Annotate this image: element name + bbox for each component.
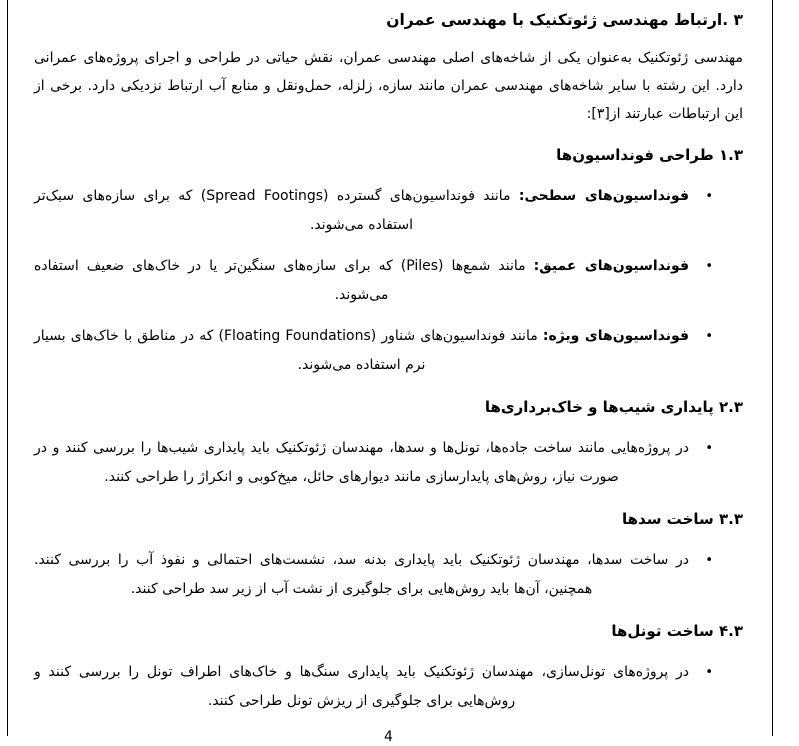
- bullet-paragraph: [34, 546, 689, 604]
- list-item: [34, 658, 743, 716]
- bullet-lead: فونداسیون‌های ویژه:: [542, 328, 690, 344]
- section-heading-foundation-design: ۱.۳ طراحی فونداسیون‌ها: [556, 146, 743, 164]
- section-heading-dam-construction: ۳.۳ ساخت سدها: [622, 510, 743, 528]
- bullet-paragraph: [34, 658, 689, 716]
- bullet-lead: فونداسیون‌های سطحی:: [518, 188, 689, 204]
- list-item: [34, 252, 743, 310]
- bullet-icon: •: [705, 665, 713, 680]
- bullet-paragraph: [34, 182, 689, 240]
- bullet-lead: فونداسیون‌های عمیق:: [533, 258, 689, 274]
- document-page: [7, 0, 773, 745]
- bullet-paragraph: [34, 252, 689, 310]
- bullet-text: مانند فونداسیون‌های گسترده (Spread Footings) که برای سازه‌های سبک‌تر استفاده می‌شوند.: [34, 188, 519, 233]
- bullet-icon: •: [705, 441, 713, 456]
- list-item: [34, 434, 743, 492]
- bullet-text: مانند فونداسیون‌های شناور (Floating Foundations) که در مناطق با خاک‌های بسیار نرم استفاده می‌شوند.: [34, 328, 543, 373]
- intro-paragraph: مهندسی ژئوتکنیک به‌عنوان یکی از شاخه‌های اصلی مهندسی عمران، نقش حیاتی در طراحی و اجرای پروژه‌های عمرانی دارد. این رشته با سایر شاخه‌های مهندسی عمران مانند سازه، زلزله، حمل‌ونقل و منابع آب ارتباط نزدیکی دارد. برخی از این ارتباطات عبارتند از[۳]:: [34, 50, 743, 122]
- bullet-icon: •: [705, 553, 713, 568]
- section-heading-tunnel-construction: ۴.۳ ساخت تونل‌ها: [611, 622, 743, 640]
- bullet-icon: •: [705, 329, 713, 344]
- bullet-text: در پروژه‌های تونل‌سازی، مهندسان ژئوتکنیک باید پایداری سنگ‌ها و خاک‌های اطراف تونل را بررسی کنند و روش‌هایی برای جلوگیری از ریزش تونل طراحی کنند.: [34, 664, 689, 709]
- bullet-text: در پروژه‌هایی مانند ساخت جاده‌ها، تونل‌ها و سدها، مهندسان ژئوتکنیک باید پایداری شیب‌ها را بررسی کنند و در صورت نیاز، روش‌های پایدارسازی مانند دیوارهای حائل، میخ‌کوبی و انکراژ را طراحی کنند.: [34, 440, 689, 485]
- list-item: [34, 322, 743, 380]
- bullet-paragraph: [34, 434, 689, 492]
- bullet-icon: •: [705, 189, 713, 204]
- page-content: [8, 0, 772, 746]
- page-number: 4: [384, 729, 393, 745]
- section-heading-slope-stability: ۲.۳ پایداری شیب‌ها و خاک‌برداری‌ها: [484, 398, 743, 416]
- list-item: [34, 546, 743, 604]
- page-title: ۳ .ارتباط مهندسی ژئوتکنیک با مهندسی عمران: [386, 11, 743, 29]
- bullet-text: در ساخت سدها، مهندسان ژئوتکنیک باید پایداری بدنه سد، نشست‌های احتمالی و نفوذ آب را بررسی کنند. همچنین، آن‌ها باید روش‌هایی برای جلوگیری از نشت آب از زیر سد طراحی کنند.: [34, 552, 689, 597]
- bullet-paragraph: [34, 322, 689, 380]
- bullet-text: مانند شمع‌ها (Piles) که برای سازه‌های سنگین‌تر یا در خاک‌های ضعیف استفاده می‌شوند.: [34, 258, 534, 303]
- list-item: [34, 182, 743, 240]
- bullet-icon: •: [705, 259, 713, 274]
